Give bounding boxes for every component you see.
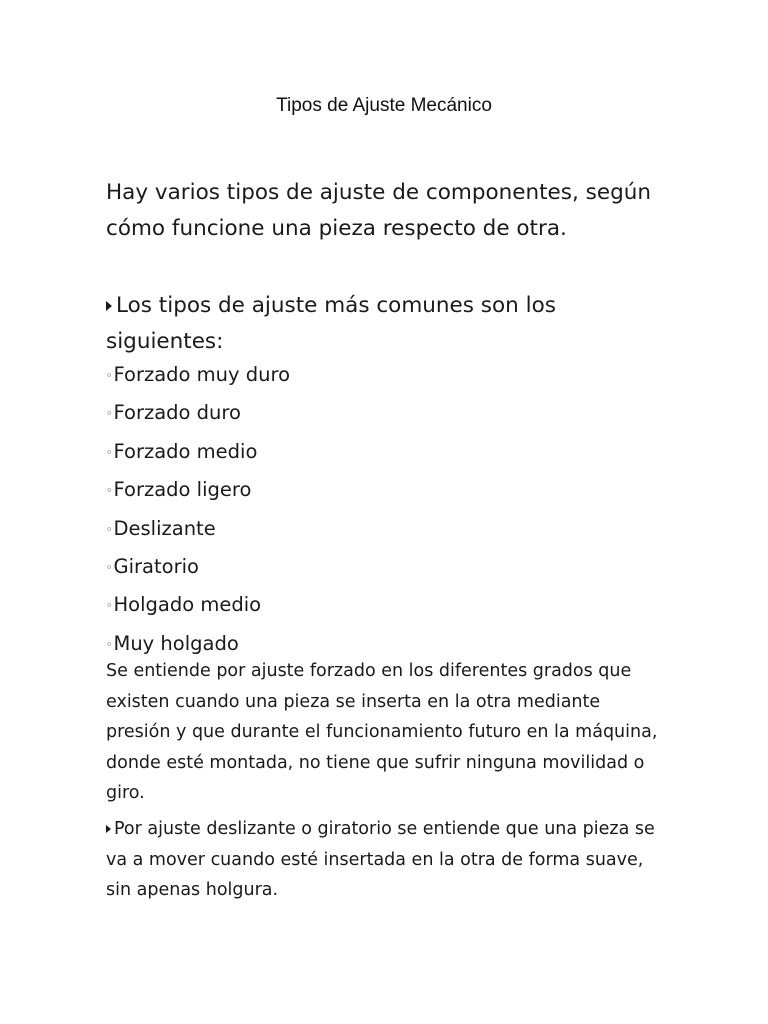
sliding-fit-paragraph: [106, 814, 666, 906]
intro-paragraph: Hay varios tipos de ajuste de componentes, según cómo funcione una pieza respecto de otra.: [106, 180, 651, 241]
document-title: Tipos de Ajuste Mecánico: [276, 95, 492, 116]
list-item: [106, 513, 290, 551]
list-item-text: Muy holgado: [113, 631, 239, 655]
circle-bullet-icon: ◦: [106, 407, 113, 421]
circle-bullet-icon: ◦: [106, 637, 113, 651]
types-heading-text: Los tipos de ajuste más comunes son los siguientes:: [106, 293, 556, 354]
list-item: [106, 474, 290, 512]
circle-bullet-icon: ◦: [106, 484, 113, 498]
circle-bullet-icon: ◦: [106, 599, 113, 613]
list-item: [106, 589, 290, 627]
circle-bullet-icon: ◦: [106, 369, 113, 382]
circle-bullet-icon: ◦: [106, 560, 113, 574]
list-item-text: Forzado duro: [113, 401, 241, 425]
list-item-text: Forzado ligero: [113, 478, 252, 502]
list-item-text: Deslizante: [113, 516, 216, 540]
list-item: [106, 551, 290, 589]
sliding-fit-text: Por ajuste deslizante o giratorio se entiende que una pieza se va a mover cuando esté insertada en la otra de forma suave, sin apenas holgura.: [106, 819, 655, 900]
types-heading: [106, 288, 666, 360]
list-item-text: Holgado medio: [113, 593, 262, 617]
list-item: [106, 397, 290, 435]
list-item-text: Forzado medio: [113, 439, 258, 463]
list-item: [106, 359, 290, 397]
list-item-text: Giratorio: [113, 554, 199, 578]
forced-fit-paragraph: Se entiende por ajuste forzado en los diferentes grados que existen cuando una pieza se inserta en la otra mediante presión y que durante el funcionamiento futuro en la máquina, donde esté montada, no tiene que sufrir ninguna movilidad o giro.: [106, 661, 658, 803]
arrow-bullet-icon: [106, 301, 112, 311]
circle-bullet-icon: ◦: [106, 522, 113, 536]
circle-bullet-icon: ◦: [106, 445, 113, 459]
list-item: [106, 436, 290, 474]
arrow-bullet-icon: [106, 825, 111, 833]
fit-types-list: [106, 359, 290, 666]
list-item-text: Forzado muy duro: [113, 363, 291, 386]
